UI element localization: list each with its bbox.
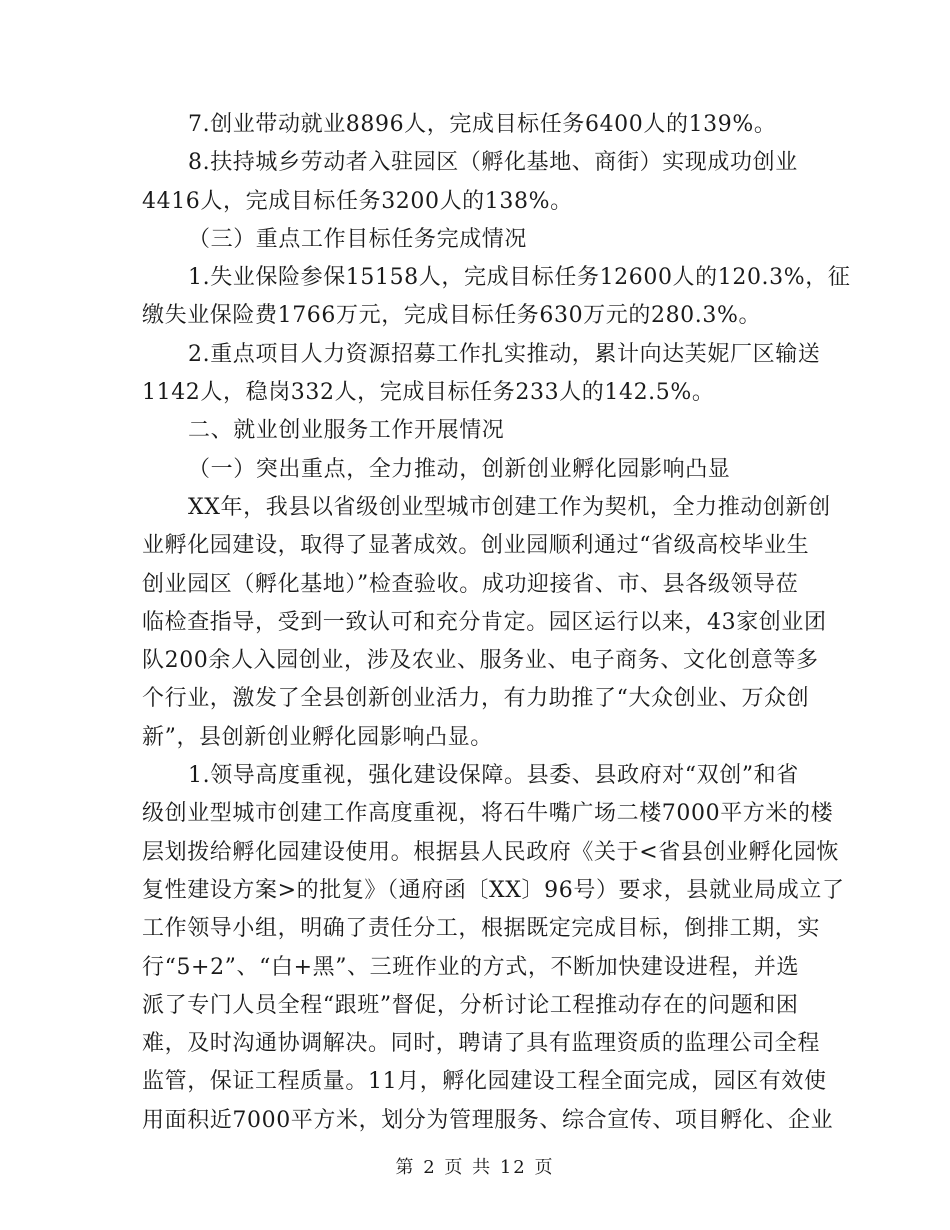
text-line: 监管，保证工程质量。11月，孵化园建设工程全面完成，园区有效使: [142, 1069, 827, 1095]
text-line: 4416人，完成目标任务3200人的138%。: [142, 188, 573, 214]
text-line: （三）重点工作目标任务完成情况: [188, 226, 528, 252]
text-line: 临检查指导，受到一致认可和充分肯定。园区运行以来，43家创业团: [142, 609, 827, 635]
text-line: 复性建设方案>的批复》（通府函〔XX〕96号）要求，县就业局成立了: [142, 877, 845, 903]
text-line: 1.失业保险参保15158人，完成目标任务12600人的120.3%，征: [188, 265, 851, 291]
text-line: 工作领导小组，明确了责任分工，根据既定完成目标，倒排工期，实: [142, 916, 821, 942]
paragraph: [142, 221, 814, 259]
text-line: 缴失业保险费1766万元，完成目标任务630万元的280.3%。: [142, 303, 762, 329]
text-line: 1.领导高度重视，强化建设保障。县委、县政府对“双创”和省: [188, 763, 799, 789]
paragraph: [142, 489, 831, 757]
text-line: 个行业，激发了全县创新创业活力，有力助推了“大众创业、万众创: [142, 686, 810, 712]
text-line: 业孵化园建设，取得了显著成效。创业园顺利通过“省级高校毕业生: [142, 533, 810, 559]
text-line: 2.重点项目人力资源招募工作扎实推动，累计向达芙妮厂区输送: [188, 341, 821, 367]
document-body: [142, 106, 851, 1140]
text-line: 1142人，稳岗332人，完成目标任务233人的142.5%。: [142, 380, 715, 406]
text-line: 难，及时沟通协调解决。同时，聘请了具有监理资质的监理公司全程: [142, 1031, 821, 1057]
text-line: 级创业型城市创建工作高度重视，将石牛嘴广场二楼7000平方米的楼: [142, 801, 834, 827]
text-line: 层划拨给孵化园建设使用。根据县人民政府《关于<省县创业孵化园恢: [142, 839, 840, 865]
paragraph: [142, 757, 845, 1140]
text-line: 行“5+2”、“白+黑”、三班作业的方式，不断加快建设进程，并选: [142, 954, 800, 980]
paragraph: [142, 144, 814, 221]
text-line: 8.扶持城乡劳动者入驻园区（孵化基地、商街）实现成功创业: [188, 150, 798, 176]
paragraph: [142, 106, 814, 144]
text-line: 派了专门人员全程“跟班”督促，分析讨论工程推动存在的问题和困: [142, 992, 799, 1018]
text-line: 新”，县创新创业孵化园影响凸显。: [142, 724, 493, 750]
text-line: 队200余人入园创业，涉及农业、服务业、电子商务、文化创意等多: [142, 648, 819, 674]
text-line: 7.创业带动就业8896人，完成目标任务6400人的139%。: [188, 112, 777, 137]
paragraph: [142, 336, 821, 413]
page-footer: 第 2 页 共 12 页: [395, 1157, 555, 1178]
text-line: 用面积近7000平方米，划分为管理服务、综合宣传、项目孵化、企业: [142, 1107, 834, 1133]
text-line: （一）突出重点，全力推动，创新创业孵化园影响凸显: [188, 456, 731, 482]
paragraph: [142, 412, 814, 450]
text-line: 创业园区（孵化基地）”检查验收。成功迎接省、市、县各级领导莅: [142, 571, 799, 597]
paragraph: [142, 259, 851, 336]
paragraph: [142, 451, 814, 489]
text-line: XX年，我县以省级创业型城市创建工作为契机，全力推动创新创: [188, 494, 831, 520]
text-line: 二、就业创业服务工作开展情况: [188, 418, 505, 444]
